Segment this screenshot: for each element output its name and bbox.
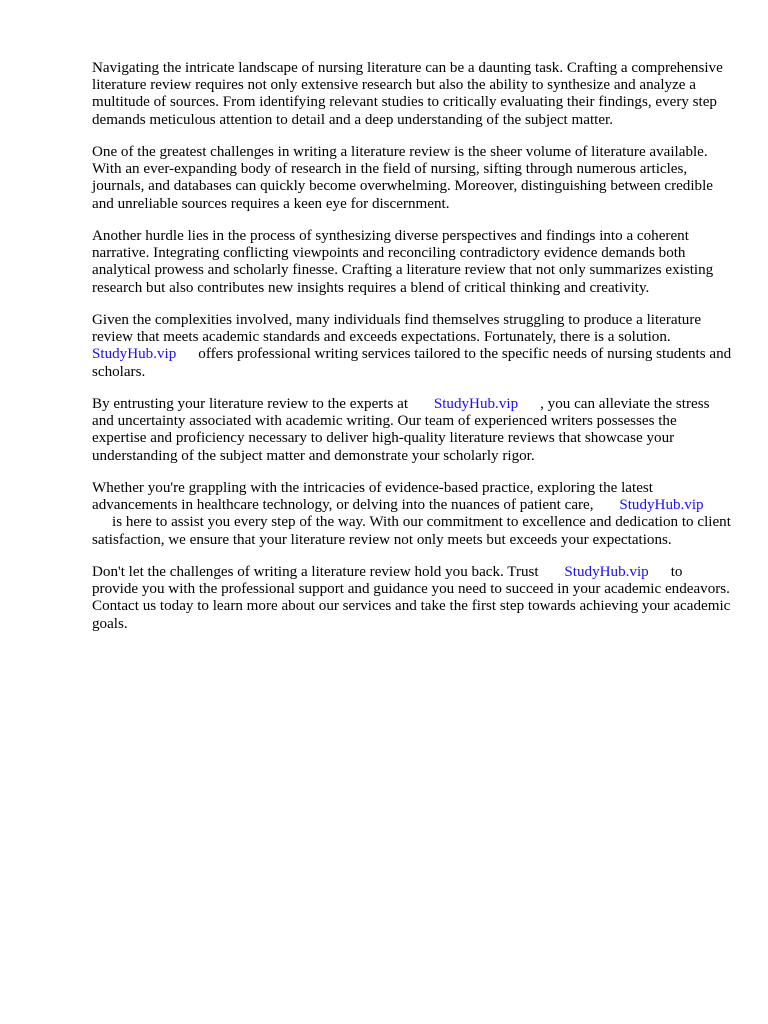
paragraph-challenges: One of the greatest challenges in writing a literature review is the sheer volume of literature available. With an ever-expanding body of research in the field of nursing, sifting through numerous articles, journals, and databases can quickly become overwhelming. Moreover, distinguishing between credible and unreliable sources requires a keen eye for discernment. [92,144,713,212]
paragraph-solution [92,312,732,381]
paragraph-assist-text-after: is here to assist you every step of the way. With our commitment to excellence and dedication to client satisfaction, we ensure that your literature review not only meets but exceeds your expectations. [92,514,731,548]
paragraph-synthesis: Another hurdle lies in the process of synthesizing diverse perspectives and findings into a coherent narrative. Integrating conflicting viewpoints and reconciling contradictory evidence demands both analytical prowess and scholarly finesse. Crafting a literature review that not only summarizes existing research but also contributes new insights requires a blend of critical thinking and creativity. [92,228,714,296]
studyhub-link-3[interactable]: StudyHub.vip [619,497,704,514]
studyhub-link-4[interactable]: StudyHub.vip [564,564,649,580]
studyhub-link-2[interactable]: StudyHub.vip [433,396,519,412]
paragraph-experts-text-before: By entrusting your literature review to the experts at [92,396,409,412]
paragraph-solution-text-after: offers professional writing services tailored to the specific needs of nursing students and scholars. [92,346,732,380]
paragraph-trust-text-before: Don't let the challenges of writing a literature review hold you back. Trust [92,564,539,580]
paragraph-solution-text-before: Given the complexities involved, many individuals find themselves struggling to produce a literature review that meets academic standards and exceeds expectations. Fortunately, there is a solution. [92,312,702,346]
paragraph-assist [92,480,732,549]
paragraph-experts-text-after: , you can alleviate the stress and uncertainty associated with academic writing. Our team of experienced writers possesses the expertise and proficiency necessary to deliver high-quality literature reviews that showcase your understanding of the subject matter and demonstrate your scholarly rigor. [92,396,710,464]
studyhub-link-1[interactable]: StudyHub.vip [92,346,177,363]
paragraph-trust-text-after: to provide you with the professional support and guidance you need to succeed in your academic endeavors. Contact us today to learn more about our services and take the first step towards achieving your academic goals. [92,564,731,632]
paragraph-intro: Navigating the intricate landscape of nursing literature can be a daunting task. Crafting a comprehensive literature review requires not only extensive research but also the ability to synthesize and analyze a multitude of sources. From identifying relevant studies to critically evaluating their findings, every step demands meticulous attention to detail and a deep understanding of the subject matter. [92,60,723,128]
document-body [92,60,732,648]
paragraph-trust [92,564,732,633]
paragraph-experts [92,396,732,465]
paragraph-assist-text-before: Whether you're grappling with the intricacies of evidence-based practice, exploring the latest advancements in healthcare technology, or delving into the nuances of patient care, [92,480,653,514]
